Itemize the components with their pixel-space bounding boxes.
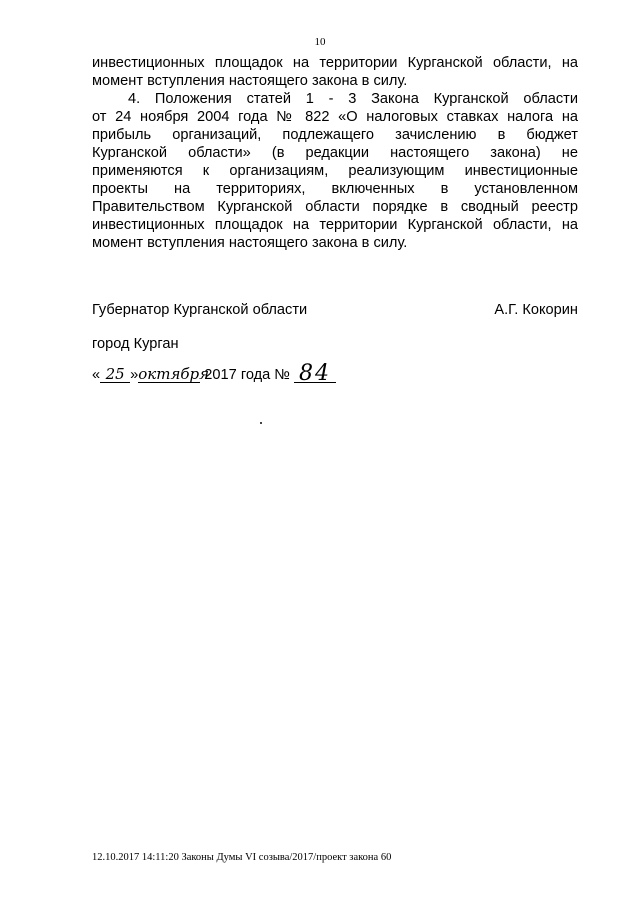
year-text: 2017 года №: [200, 367, 295, 383]
text-line: момент вступления настоящего закона в силу.: [92, 73, 408, 89]
page-number: 10: [314, 36, 326, 48]
signatory-name: А.Г. Кокорин: [494, 302, 578, 318]
handwritten-number: 84: [294, 366, 336, 383]
signatory-position: Губернатор Курганской области: [92, 302, 308, 318]
text-line: момент вступления настоящего закона в силу.: [92, 235, 408, 251]
text-line: 4. Положения статей 1 - 3 Закона Курганской области: [128, 91, 578, 107]
text-line: применяются к организациям, реализующим инвестиционные: [92, 163, 578, 179]
close-quote: »: [130, 367, 139, 383]
text-line: инвестиционных площадок на территории Курганской области, на: [92, 55, 578, 71]
stray-mark: [260, 422, 262, 424]
text-line: проекты на территориях, включенных в установленном: [92, 181, 578, 197]
text-line: Правительством Курганской области порядке в сводный реестр: [92, 199, 578, 215]
footer-path: 12.10.2017 14:11:20 Законы Думы VI созыва/2017/проект закона 60: [92, 852, 392, 863]
city: город Курган: [92, 336, 179, 352]
signature-block: [92, 302, 578, 318]
handwritten-day: 25: [100, 366, 130, 383]
date-line: [92, 361, 336, 386]
text-line: инвестиционных площадок на территории Курганской области, на: [92, 217, 578, 233]
text-line: Курганской области» (в редакции настоящего закона) не: [92, 145, 578, 161]
law-text: [92, 54, 578, 252]
text-line: от 24 ноября 2004 года № 822 «О налоговых ставках налога на: [92, 109, 578, 125]
text-line: прибыль организаций, подлежащего зачислению в бюджет: [92, 127, 578, 143]
open-quote: «: [92, 367, 101, 383]
handwritten-month: октября: [138, 365, 210, 383]
